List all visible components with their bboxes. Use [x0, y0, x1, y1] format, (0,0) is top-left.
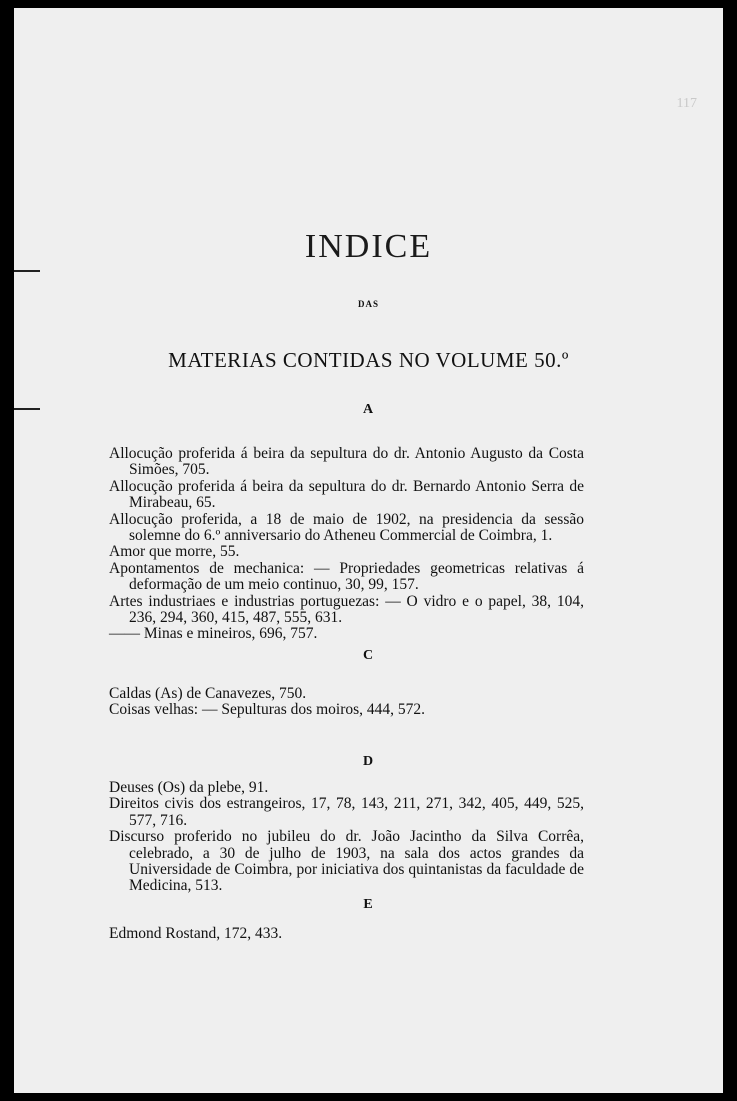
section-letter-e: E [363, 897, 374, 912]
connector-text: DAS [357, 299, 379, 309]
index-entry: —— Minas e mineiros, 696, 757. [109, 625, 318, 643]
section-letter-c: C [362, 648, 375, 663]
section-letter-a: A [362, 402, 375, 417]
index-entry: Allocução proferida á beira da sepultura do dr. Bernardo Antonio Serra de Mirabeau, 65. [109, 477, 584, 512]
index-entry: Discurso proferido no jubileu do dr. João Jacintho da Silva Corrêa, celebrado, a 30 de julho de 1903, na sala dos actos grandes da Universidade de Coimbra, por iniciativa dos quintanistas da faculdade de Medicina, 513. [109, 828, 584, 895]
index-entry: Apontamentos de mechanica: — Propriedades geometricas relativas á deformação de um meio continuo, 30, 99, 157. [109, 559, 584, 594]
index-entry: Direitos civis dos estrangeiros, 17, 78, 143, 211, 271, 342, 405, 449, 525, 577, 716. [109, 795, 584, 829]
index-entry: Amor que morre, 55. [109, 543, 240, 561]
index-entry: Allocução proferida, a 18 de maio de 1902, na presidencia da sessão solemne do 6.º anniversario do Atheneu Commercial de Coimbra, 1. [109, 510, 584, 545]
index-entry: Allocução proferida á beira da sepultura do dr. Antonio Augusto da Costa Simões, 705. [109, 445, 584, 479]
index-entry: Caldas (As) de Canavezes, 750. [109, 685, 307, 702]
index-title: INDICE [304, 228, 433, 265]
index-entry: Coisas velhas: — Sepulturas dos moiros, 444, 572. [109, 701, 426, 719]
index-entry: Deuses (Os) da plebe, 91. [109, 779, 269, 796]
section-e-entries [109, 926, 584, 942]
margin-mark [14, 270, 40, 272]
index-entry: Artes industriaes e industrias portuguezas: — O vidro e o papel, 38, 104, 236, 294, 360, 415, 487, 555, 631. [109, 592, 584, 627]
section-d-entries [109, 780, 584, 895]
document-page [14, 8, 723, 1093]
index-subtitle: MATERIAS CONTIDAS NO VOLUME 50.º [168, 348, 569, 372]
section-a-entries [109, 446, 584, 643]
page-number: 117 [676, 96, 697, 111]
section-letter-d: D [362, 754, 375, 769]
index-entry: Edmond Rostand, 172, 433. [109, 925, 283, 942]
section-c-entries [109, 686, 584, 719]
